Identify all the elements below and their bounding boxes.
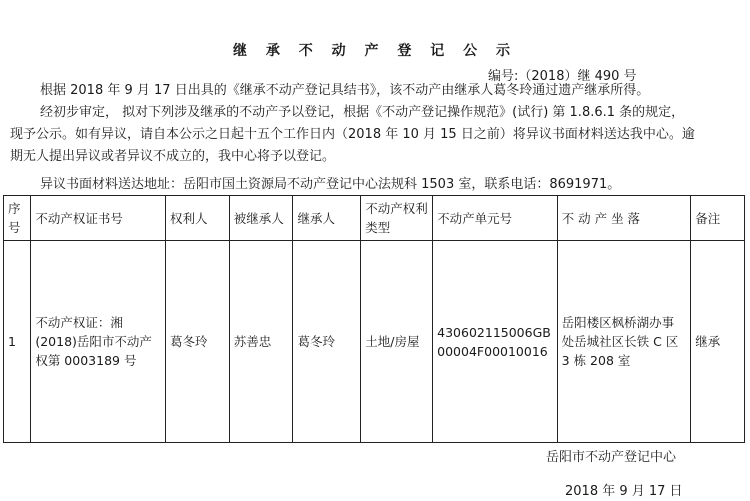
header-cert: 不动产权证书号 [31,196,166,241]
signature-org: 岳阳市不动产登记中心 [546,450,677,465]
cell-unit-no: 430602115006GB00004F00010016 [433,241,558,443]
header-no: 序号 [4,196,31,241]
signature-date: 2018 年 9 月 17 日 [565,484,683,499]
paragraph-review-line2: 现予公示。如有异议，请自本公示之日起十五个工作日内（2018 年 10 月 15 日之前）将异议书面材料送达我中心。逾 [10,127,695,142]
cell-decedent: 苏善忠 [229,241,293,443]
header-note: 备注 [691,196,745,241]
cell-no: 1 [4,241,31,443]
paragraph-review-line1: 经初步审定， 拟对下列涉及继承的不动产予以登记，根据《不动产登记操作规范》(试行) 第 1.8.6.1 条的规定， [40,105,685,120]
document-title: 继 承 不 动 产 登 记 公 示 [233,43,517,59]
table-header-row [4,196,745,241]
header-location: 不 动 产 坐 落 [557,196,691,241]
paragraph-basis: 根据 2018 年 9 月 17 日出具的《继承不动产登记具结书》，该不动产由继承人葛冬玲通过遗产继承所得。 [40,83,650,98]
registration-table [3,195,745,443]
header-right-type: 不动产权利类型 [361,196,433,241]
cell-location: 岳阳楼区枫桥湖办事处岳城社区长铁 C 区 3 栋 208 室 [557,241,691,443]
table-row [4,241,745,443]
header-holder: 权利人 [165,196,229,241]
cell-cert: 不动产权证：湘(2018)岳阳市不动产权第 0003189 号 [31,241,166,443]
paragraph-address: 异议书面材料送达地址：岳阳市国土资源局不动产登记中心法规科 1503 室，联系电话：8691971。 [40,177,621,192]
header-decedent: 被继承人 [229,196,293,241]
header-heir: 继承人 [293,196,361,241]
paragraph-review-line3: 期无人提出异议或者异议不成立的，我中心将予以登记。 [10,149,336,164]
cell-heir: 葛冬玲 [293,241,361,443]
cell-right-type: 土地/房屋 [361,241,433,443]
cell-holder: 葛冬玲 [165,241,229,443]
cell-note: 继承 [691,241,745,443]
document-number: 编号:（2018）继 490 号 [488,69,637,84]
header-unit-no: 不动产单元号 [433,196,558,241]
